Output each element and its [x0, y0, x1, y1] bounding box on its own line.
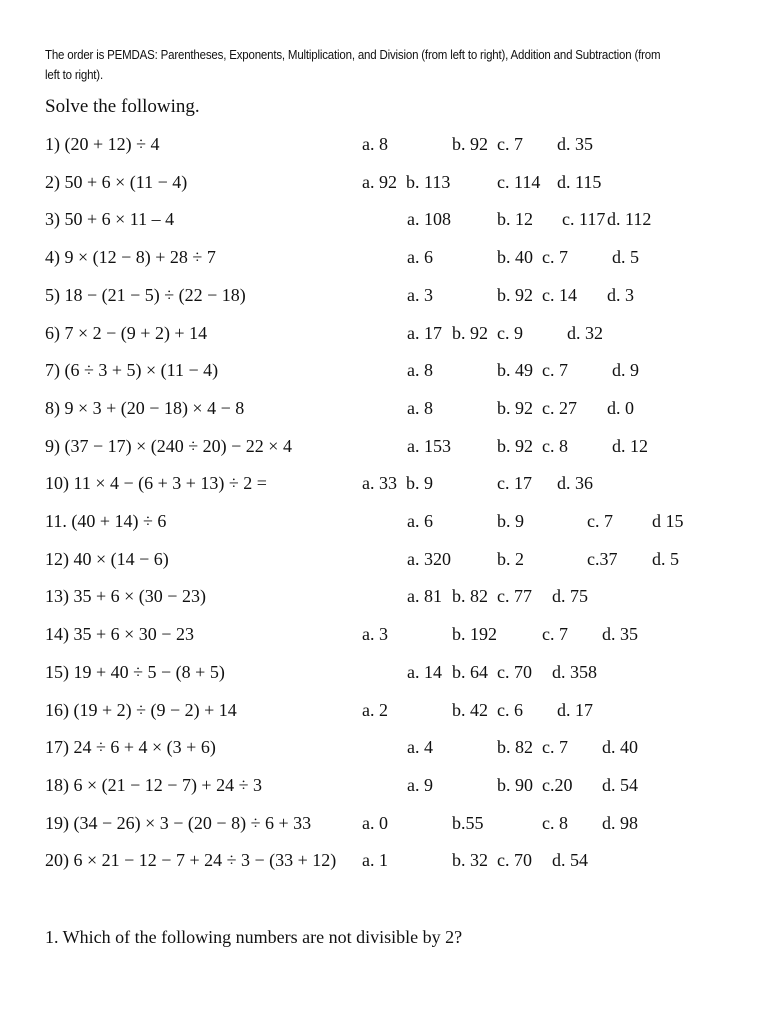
question-row [45, 470, 745, 496]
answer-choice-c: c. 7 [542, 247, 568, 268]
question-expression: 12) 40 × (14 − 6) [45, 548, 169, 569]
question-expression: 8) 9 × 3 + (20 − 18) × 4 − 8 [45, 397, 245, 418]
question-expression: 3) 50 + 6 × 11 – 4 [45, 209, 175, 230]
answer-choice-d: d 15 [652, 511, 684, 531]
question-expression: 11. (40 + 14) ÷ 6 [45, 511, 167, 531]
answer-choice-b: b. 82 [497, 737, 533, 758]
answer-choice-a: a. 92 [362, 171, 397, 192]
answer-choice-a: a. 153 [407, 435, 451, 456]
answer-choice-c: c. 77 [497, 586, 532, 607]
answer-choice-b: b.55 [452, 812, 484, 833]
answer-choice-a: a. 14 [407, 661, 442, 682]
divisibility-question: 1. Which of the following numbers are not divisible by 2? [45, 927, 463, 947]
answer-choice-b: b. 49 [497, 360, 533, 381]
question-expression: 15) 19 + 40 ÷ 5 − (8 + 5) [45, 661, 225, 682]
question-expression: 16) (19 + 2) ÷ (9 − 2) + 14 [45, 699, 237, 720]
answer-choice-a: a. 33 [362, 473, 397, 494]
answer-choice-a: a. 108 [407, 209, 451, 230]
answer-choice-b: b. 40 [497, 247, 533, 268]
answer-choice-c: c. 70 [497, 850, 532, 871]
answer-choice-d: d. 358 [552, 661, 597, 682]
answer-choice-d: d. 40 [602, 737, 638, 758]
answer-choice-c: c. 7 [587, 511, 613, 531]
question-row [45, 395, 745, 421]
answer-choice-c: c. 8 [542, 812, 568, 833]
question-row [45, 320, 745, 346]
question-row [45, 131, 745, 157]
answer-choice-c: c. 17 [497, 473, 532, 494]
answer-choice-a: a. 8 [407, 397, 433, 418]
question-expression: 19) (34 − 26) × 3 − (20 − 8) ÷ 6 + 33 [45, 812, 312, 833]
answer-choice-b: b. 92 [452, 134, 488, 154]
pemdas-instructions: The order is PEMDAS: Parentheses, Exponents, Multiplication, and Division (from left to right), Addition and Subtraction (from left to right). [45, 48, 661, 82]
question-row [45, 734, 745, 760]
answer-choice-c: c.20 [542, 774, 573, 795]
answer-choice-b: b. 90 [497, 774, 533, 795]
question-expression: 4) 9 × (12 − 8) + 28 ÷ 7 [45, 247, 216, 268]
answer-choice-c: c. 8 [542, 435, 568, 456]
answer-choice-d: d. 0 [607, 397, 634, 418]
answer-choice-d: d. 12 [612, 435, 648, 456]
answer-choice-b: b. 9 [406, 473, 433, 494]
answer-choice-c: c. 7 [542, 360, 568, 381]
answer-choice-a: a. 3 [362, 624, 388, 645]
question-expression: 6) 7 × 2 − (9 + 2) + 14 [45, 322, 208, 343]
question-row [45, 847, 745, 873]
question-row [45, 772, 745, 798]
answer-choice-c: c. 27 [542, 397, 577, 418]
question-expression: 10) 11 × 4 − (6 + 3 + 13) ÷ 2 = [45, 473, 267, 494]
answer-choice-d: d. 112 [607, 209, 652, 230]
answer-choice-a: a. 2 [362, 699, 388, 720]
question-row [45, 244, 745, 270]
answer-choice-a: a. 3 [407, 284, 433, 305]
question-row [45, 583, 745, 609]
answer-choice-a: a. 6 [407, 511, 433, 531]
answer-choice-d: d. 54 [552, 850, 588, 871]
question-row [45, 659, 745, 685]
answer-choice-b: b. 64 [452, 661, 488, 682]
answer-choice-a: a. 17 [407, 322, 442, 343]
question-row [45, 169, 745, 195]
answer-choice-d: d. 5 [652, 548, 679, 569]
question-row [45, 282, 745, 308]
answer-choice-a: a. 8 [407, 360, 433, 381]
answer-choice-d: d. 35 [602, 624, 638, 645]
answer-choice-a: a. 4 [407, 737, 433, 758]
answer-choice-c: c.37 [587, 548, 618, 569]
answer-choice-b: b. 92 [452, 322, 488, 343]
answer-choice-d: d. 3 [607, 284, 634, 305]
answer-choice-c: c. 14 [542, 284, 577, 305]
question-expression: 13) 35 + 6 × (30 − 23) [45, 586, 206, 607]
answer-choice-c: c. 9 [497, 322, 523, 343]
answer-choice-b: b. 9 [497, 511, 524, 531]
question-row [45, 810, 745, 836]
answer-choice-a: a. 8 [362, 134, 388, 154]
question-expression: 5) 18 − (21 − 5) ÷ (22 − 18) [45, 284, 246, 305]
answer-choice-d: d. 54 [602, 774, 638, 795]
answer-choice-c: c. 7 [542, 624, 568, 645]
answer-choice-b: b. 92 [497, 284, 533, 305]
question-expression: 2) 50 + 6 × (11 − 4) [45, 171, 188, 192]
answer-choice-c: c. 114 [497, 171, 541, 192]
answer-choice-d: d. 35 [557, 134, 593, 154]
answer-choice-b: b. 32 [452, 850, 488, 871]
question-expression: 7) (6 ÷ 3 + 5) × (11 − 4) [45, 360, 219, 381]
answer-choice-d: d. 36 [557, 473, 593, 494]
answer-choice-b: b. 82 [452, 586, 488, 607]
question-row [45, 546, 745, 572]
answer-choice-a: a. 9 [407, 774, 433, 795]
answer-choice-b: b. 92 [497, 397, 533, 418]
answer-choice-d: d. 9 [612, 360, 639, 381]
answer-choice-c: c. 7 [497, 134, 523, 154]
question-row [45, 621, 745, 647]
answer-choice-c: c. 7 [542, 737, 568, 758]
answer-choice-c: c. 6 [497, 699, 523, 720]
answer-choice-b: b. 113 [406, 171, 451, 192]
answer-choice-a: a. 1 [362, 850, 388, 871]
question-row [45, 433, 745, 459]
question-expression: 17) 24 ÷ 6 + 4 × (3 + 6) [45, 737, 216, 758]
answer-choice-d: d. 17 [557, 699, 593, 720]
question-expression: 20) 6 × 21 − 12 − 7 + 24 ÷ 3 − (33 + 12) [45, 850, 337, 871]
answer-choice-b: b. 12 [497, 209, 533, 230]
answer-choice-c: c. 117 [562, 209, 606, 230]
question-row [45, 508, 745, 534]
answer-choice-d: d. 75 [552, 586, 588, 607]
question-expression: 9) (37 − 17) × (240 ÷ 20) − 22 × 4 [45, 435, 292, 456]
answer-choice-a: a. 320 [407, 548, 451, 569]
question-row [45, 697, 745, 723]
answer-choice-b: b. 192 [452, 624, 497, 645]
answer-choice-d: d. 115 [557, 171, 602, 192]
answer-choice-b: b. 92 [497, 435, 533, 456]
answer-choice-d: d. 98 [602, 812, 638, 833]
section-heading: Solve the following. [45, 96, 200, 117]
answer-choice-c: c. 70 [497, 661, 532, 682]
question-row [45, 206, 745, 232]
question-expression: 1) (20 + 12) ÷ 4 [45, 134, 160, 154]
question-row [45, 357, 745, 383]
answer-choice-b: b. 42 [452, 699, 488, 720]
answer-choice-a: a. 6 [407, 247, 433, 268]
answer-choice-d: d. 5 [612, 247, 639, 268]
answer-choice-b: b. 2 [497, 548, 524, 569]
question-expression: 14) 35 + 6 × 30 − 23 [45, 624, 194, 645]
question-expression: 18) 6 × (21 − 12 − 7) + 24 ÷ 3 [45, 774, 262, 795]
answer-choice-a: a. 81 [407, 586, 442, 607]
answer-choice-d: d. 32 [567, 322, 603, 343]
answer-choice-a: a. 0 [362, 812, 388, 833]
